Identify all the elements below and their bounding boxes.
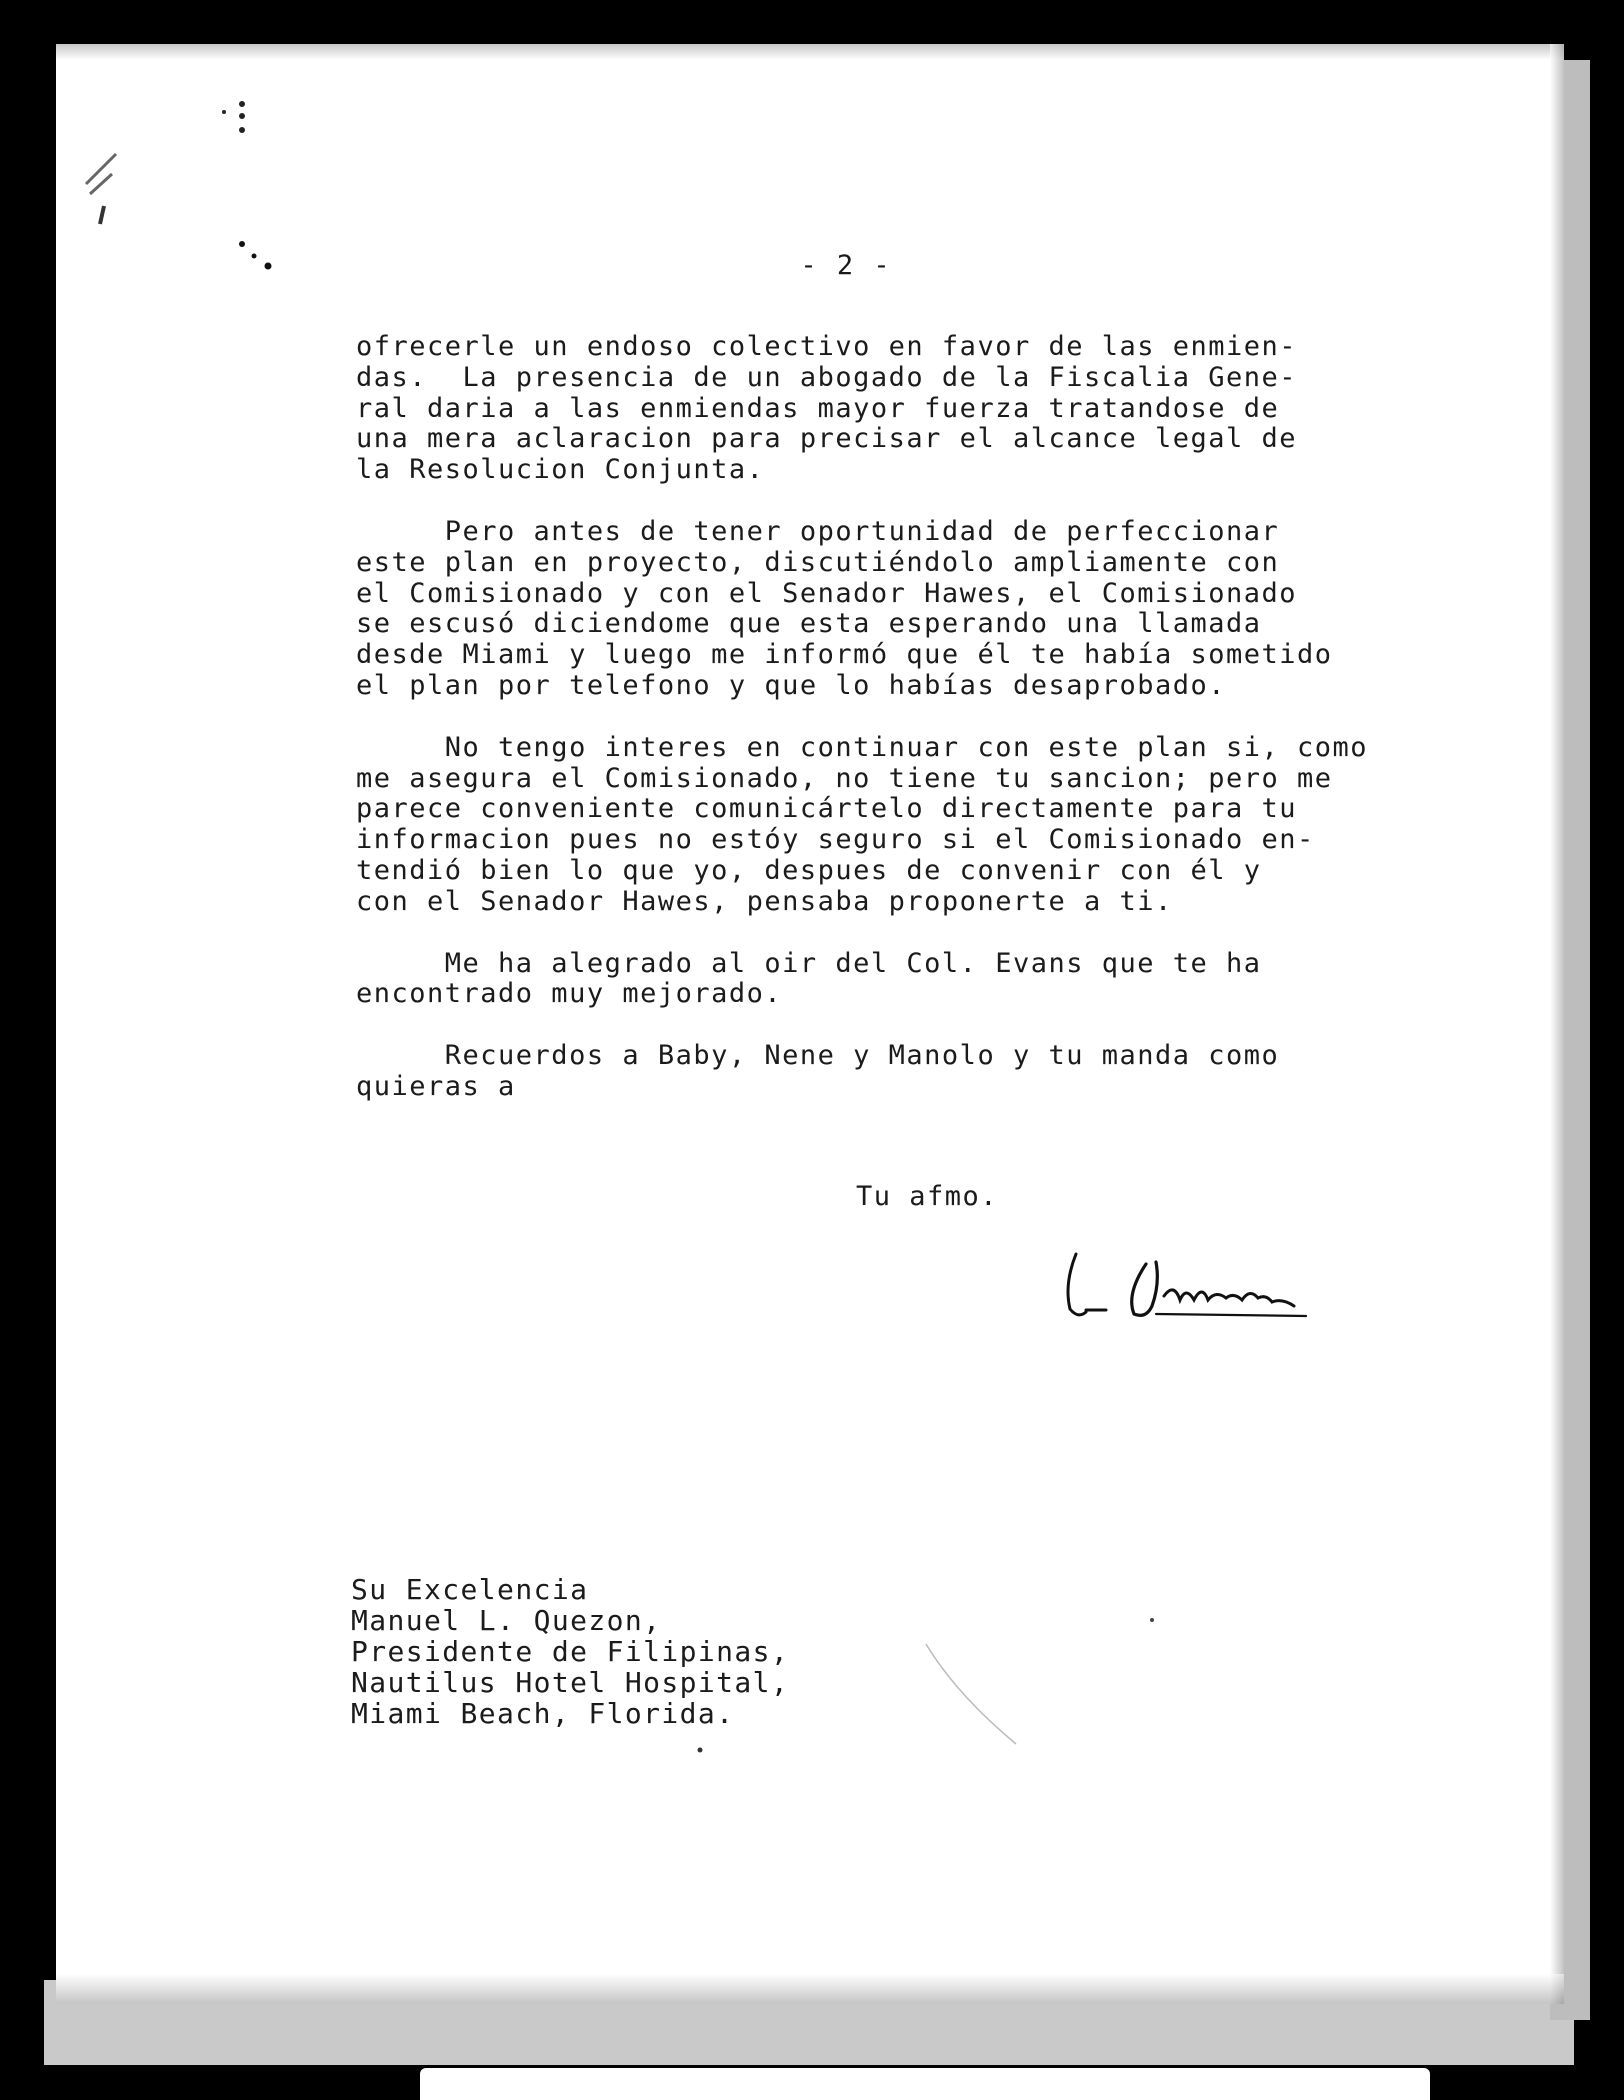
paragraph-5 [356, 1041, 1416, 1103]
handwritten-signature [1056, 1224, 1316, 1334]
address-line: Su Excelencia [351, 1573, 589, 1606]
text-line: Recuerdos a Baby, Nene y Manolo y tu manda como [356, 1040, 1280, 1072]
text-line: ofrecerle un endoso colectivo en favor de las enmien- [356, 331, 1298, 362]
address-line: Nautilus Hotel Hospital, [351, 1666, 790, 1699]
page-right-shadow [1550, 44, 1564, 2004]
page-top-shadow [56, 44, 1564, 60]
closing-salutation: Tu afmo. [856, 1181, 999, 1212]
text-line: una mera aclaracion para precisar el alcance legal de [356, 423, 1298, 455]
text-line: con el Senador Hawes, pensaba proponerte a ti. [356, 885, 1173, 917]
text-line: ral daria a las enmiendas mayor fuerza tratandose de [356, 392, 1280, 424]
text-line: informacion pues no estóy seguro si el Comisionado en- [356, 824, 1315, 856]
text-line: No tengo interes en continuar con este plan si, como [356, 731, 1369, 763]
text-line: das. La presencia de un abogado de la Fiscalia Gene- [356, 361, 1298, 393]
text-line: el plan por telefono y que lo habías desaprobado. [356, 669, 1227, 701]
paragraph-3 [356, 733, 1416, 918]
text-line: quieras a [356, 1070, 516, 1102]
text-line: desde Miami y luego me informó que él te había sometido [356, 639, 1333, 671]
page-bottom-shadow [56, 1974, 1564, 2004]
text-line: la Resolucion Conjunta. [356, 454, 765, 486]
address-line: Miami Beach, Florida. [351, 1697, 735, 1730]
address-line: Presidente de Filipinas, [351, 1635, 790, 1668]
text-line: Pero antes de tener oportunidad de perfeccionar [356, 515, 1280, 547]
recipient-address [351, 1574, 789, 1729]
text-line: se escusó diciendome que esta esperando una llamada [356, 608, 1262, 640]
address-line: Manuel L. Quezon, [351, 1604, 662, 1637]
text-line: me asegura el Comisionado, no tiene tu sancion; pero me [356, 762, 1333, 794]
paragraph-2 [356, 517, 1416, 702]
text-line: encontrado muy mejorado. [356, 978, 783, 1010]
lower-sheet-tab [420, 2068, 1430, 2100]
text-line: este plan en proyecto, discutiéndolo ampliamente con [356, 546, 1280, 578]
paragraph-4 [356, 949, 1416, 1011]
page-number: - 2 - [800, 250, 892, 281]
text-line: Me ha alegrado al oir del Col. Evans que te ha [356, 947, 1262, 979]
letter-page [56, 44, 1564, 2004]
text-line: el Comisionado y con el Senador Hawes, el Comisionado [356, 577, 1298, 609]
letter-body [356, 332, 1416, 1103]
text-line: tendió bien lo que yo, despues de convenir con él y [356, 854, 1262, 886]
paragraph-1 [356, 332, 1416, 486]
text-line: parece conveniente comunicártelo directamente para tu [356, 793, 1298, 825]
